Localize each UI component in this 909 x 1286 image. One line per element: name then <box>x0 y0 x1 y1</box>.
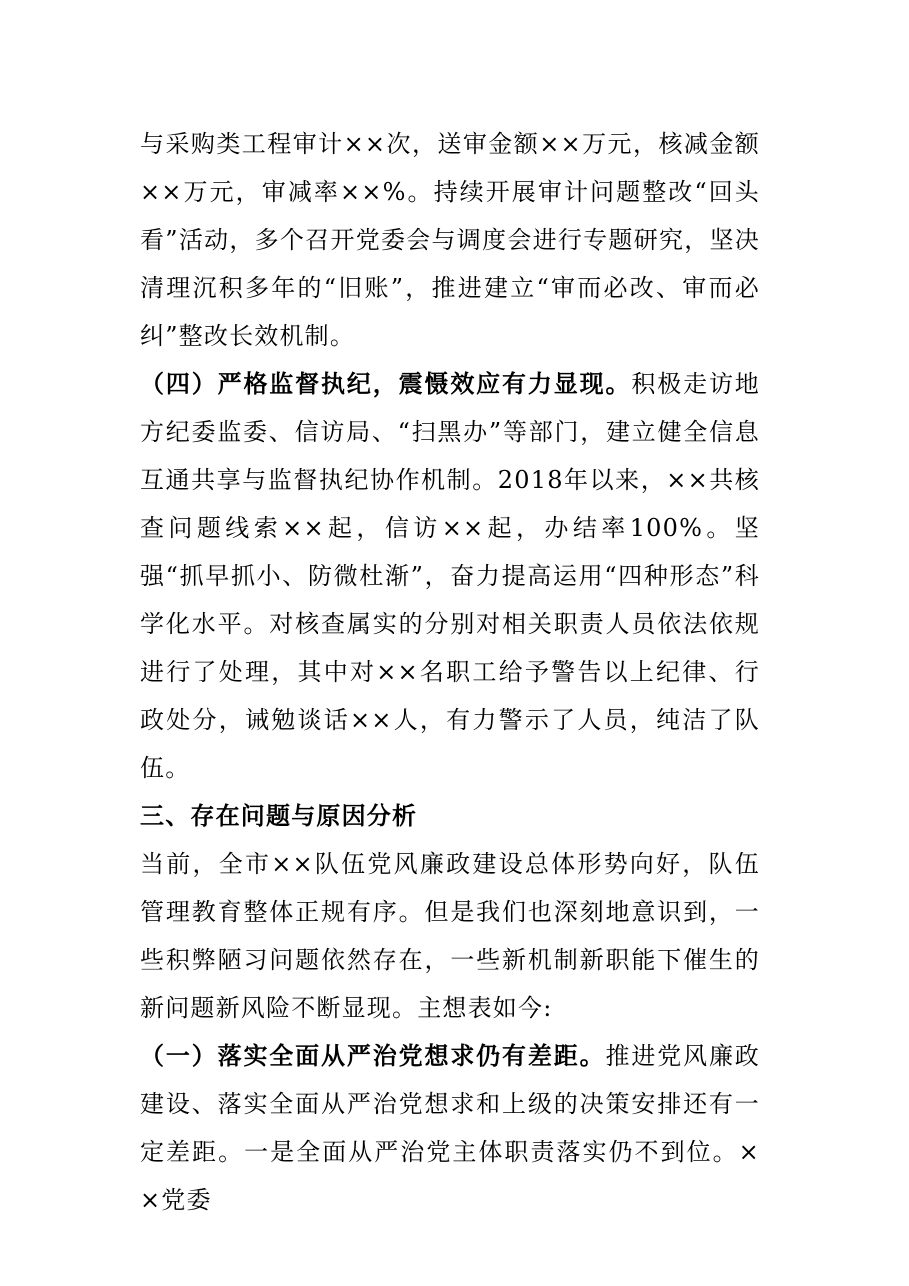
paragraph-gap <box>140 1032 760 1224</box>
section-heading-problems: 三、存在问题与原因分析 <box>140 801 418 830</box>
paragraph-current-situation-text: 当前，全市××队伍党风廉政建设总体形势向好，队伍管理教育整体正规有序。但是我们也深刻地意识到，一些积弊陋习问题依然存在，一些新机制新职能下催生的新问题新风险不断显现。主想表如今: <box>140 850 760 1022</box>
paragraph-audit <box>140 120 760 360</box>
subheading-gap: （一）落实全面从严治党想求仍有差距。 <box>140 1041 606 1070</box>
paragraph-gap-text: 推进党风廉政建设、落实全面从严治党想求和上级的决策安排还有一定差距。一是全面从严治党主体职责落实仍不到位。××党委 <box>140 1042 761 1214</box>
paragraph-supervision <box>140 360 760 792</box>
paragraph-audit-text: 与采购类工程审计××次，送审金额××万元，核减金额××万元，审减率××%。持续开展审计问题整改“回头看”活动，多个召开党委会与调度会进行专题研究，坚决清理沉积多年的“旧账”，推进建立“审而必改、审而必纠”整改长效机制。 <box>140 130 760 350</box>
subheading-supervision: （四）严格监督执纪，震慑效应有力显现。 <box>140 369 632 398</box>
paragraph-current-situation <box>140 840 760 1032</box>
document-body <box>140 120 760 1224</box>
paragraph-supervision-text: 积极走访地方纪委监委、信访局、“扫黑办”等部门，建立健全信息互通共享与监督执纪协作机制。2018年以来，××共核查问题线索××起，信访××起，办结率100%。坚强“抓早抓小、防微杜渐”，奋力提高运用“四种形态”科学化水平。对核查属实的分别对相关职责人员依法依规进行了处理，其中对××名职工给予警告以上纪律、行政处分，诫勉谈话××人，有力警示了人员，纯洁了队伍。 <box>140 370 761 782</box>
